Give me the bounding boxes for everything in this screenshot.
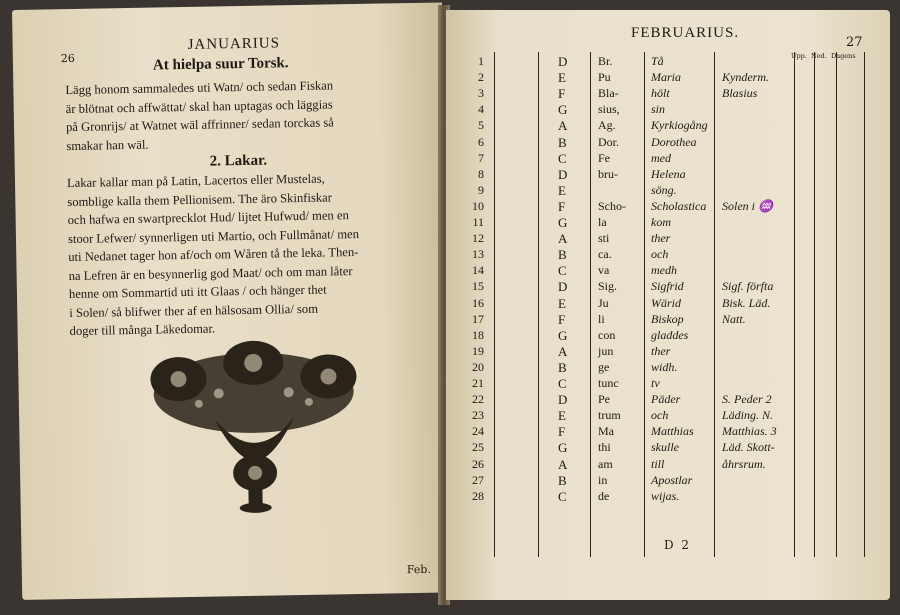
calendar-row — [446, 440, 890, 456]
text-line: och hafwa en swartprecklot Hud/ lijtet Hufwud/ men en — [67, 208, 349, 228]
calendar-row — [446, 312, 890, 328]
right-page — [446, 10, 890, 600]
text-line: Lakar kallar man på Latin, Lacertos eller Mustelas, — [66, 171, 325, 191]
day-note: Kynderm. — [722, 70, 769, 85]
saint-abbreviation: Scho- — [598, 198, 626, 213]
feast-text: Sigfrid — [651, 279, 684, 294]
day-number: 15 — [472, 279, 484, 294]
saint-abbreviation: thi — [598, 440, 611, 455]
day-number: 10 — [472, 198, 484, 213]
dominical-letter: F — [558, 311, 566, 327]
calendar-row — [446, 489, 890, 505]
text-line: smakar han wäl. — [66, 137, 149, 153]
feast-text: sin — [651, 102, 666, 117]
day-number: 16 — [472, 295, 484, 310]
calendar-row — [446, 376, 890, 392]
calendar-table — [446, 54, 890, 504]
day-note: Läd. Skott- — [722, 440, 775, 455]
dominical-letter: A — [558, 456, 568, 472]
column-header-day: Dagens — [831, 52, 856, 60]
day-number: 7 — [478, 150, 484, 165]
feast-text: wijas. — [651, 488, 680, 503]
dominical-letter: G — [558, 215, 568, 230]
dominical-letter: E — [558, 182, 566, 198]
saint-abbreviation: Dor. — [598, 134, 619, 149]
saint-abbreviation: va — [598, 263, 610, 278]
feast-text: söng. — [651, 182, 677, 197]
left-running-head: JANUARIUS — [187, 35, 281, 53]
day-number: 2 — [478, 70, 484, 85]
calendar-row — [446, 215, 890, 231]
dominical-letter: C — [558, 150, 567, 166]
saint-abbreviation: Ma — [598, 424, 614, 439]
day-number: 9 — [478, 182, 484, 197]
day-number: 8 — [478, 166, 484, 181]
calendar-row — [446, 231, 890, 247]
calendar-row — [446, 408, 890, 424]
dominical-letter: B — [558, 472, 567, 488]
dominical-letter: D — [558, 279, 568, 295]
day-number: 21 — [472, 376, 484, 390]
dominical-letter: D — [558, 392, 568, 408]
saint-abbreviation: am — [598, 456, 613, 471]
dominical-letter: E — [558, 70, 566, 86]
right-page-number: 27 — [846, 35, 863, 50]
calendar-row — [446, 167, 890, 183]
saint-abbreviation: Pu — [598, 70, 611, 85]
saint-abbreviation: trum — [598, 408, 621, 423]
calendar-row — [446, 263, 890, 279]
calendar-row — [446, 199, 890, 215]
right-running-head: FEBRUARIUS. — [631, 25, 740, 41]
dominical-letter: C — [558, 488, 567, 504]
feast-text: med — [651, 150, 671, 165]
day-note: S. Peder 2 — [722, 392, 772, 407]
feast-text: tv — [651, 376, 660, 390]
text-line: stoor Lefwer/ synnerligen uti Martio, och Fullmånat/ men — [67, 226, 360, 246]
day-number: 27 — [472, 472, 484, 487]
feast-text: Apostlar — [651, 472, 693, 487]
dominical-letter: E — [558, 408, 566, 424]
day-note: Blasius — [722, 86, 758, 101]
right-signature: D 2 — [664, 538, 692, 552]
day-number: 12 — [472, 231, 484, 246]
calendar-row — [446, 392, 890, 408]
saint-abbreviation: li — [598, 311, 605, 326]
day-number: 14 — [472, 263, 484, 278]
left-page — [12, 2, 452, 599]
saint-abbreviation: Br. — [598, 54, 613, 68]
day-number: 18 — [472, 327, 484, 342]
dominical-letter: C — [558, 376, 567, 391]
saint-abbreviation: ge — [598, 359, 610, 374]
dominical-letter: F — [558, 424, 566, 440]
text-line: Lägg honom sammaledes uti Watn/ och sedan Fiskan — [65, 78, 334, 98]
text-line: i Solen/ så blifwer ther af en hälsosam Ollia/ som — [69, 301, 319, 320]
saint-abbreviation: sti — [598, 231, 610, 246]
feast-text: Matthias — [651, 424, 694, 439]
saint-abbreviation: la — [598, 215, 607, 229]
subsection-body — [67, 169, 361, 341]
day-note: åhrsrum. — [722, 456, 766, 471]
saint-abbreviation: sius, — [598, 102, 620, 117]
dominical-letter: A — [558, 118, 568, 134]
calendar-row — [446, 328, 890, 344]
calendar-row — [446, 54, 890, 70]
dominical-letter: D — [558, 54, 568, 69]
text-line: är blötnat och affwättat/ skal han uptagas och läggias — [65, 96, 333, 116]
saint-abbreviation: bru- — [598, 166, 618, 181]
feast-text: medh — [651, 263, 677, 278]
saint-abbreviation: Ju — [598, 295, 609, 310]
feast-text: till — [651, 456, 665, 471]
section-title: At hielpa suur Torsk. — [152, 55, 289, 74]
feast-text: Kyrkiogång — [651, 118, 708, 133]
day-note: Läding. N. — [722, 408, 774, 423]
feast-text: Biskop — [651, 311, 684, 326]
day-note: Natt. — [722, 311, 746, 326]
woodcut-ornament — [138, 336, 371, 525]
day-number: 25 — [472, 440, 484, 455]
calendar-row — [446, 360, 890, 376]
calendar-row — [446, 102, 890, 118]
day-note: Solen i ♒ — [722, 198, 773, 213]
dominical-letter: A — [558, 231, 568, 247]
dominical-letter: C — [558, 263, 567, 279]
calendar-row — [446, 247, 890, 263]
saint-abbreviation: Fe — [598, 150, 610, 165]
day-number: 22 — [472, 392, 484, 407]
day-number: 1 — [478, 54, 484, 68]
feast-text: kom — [651, 215, 671, 229]
dominical-letter: E — [558, 295, 566, 311]
calendar-row — [446, 457, 890, 473]
calendar-row — [446, 135, 890, 151]
day-number: 28 — [472, 488, 484, 503]
calendar-row — [446, 296, 890, 312]
text-line: henne om Sommartid uti itt Glaas / och hänger thet — [68, 282, 327, 302]
calendar-row — [446, 151, 890, 167]
saint-abbreviation: Sig. — [598, 279, 618, 294]
day-note: Bisk. Läd. — [722, 295, 771, 310]
feast-text: Scholastica — [651, 198, 707, 213]
feast-text: ther — [651, 343, 671, 358]
saint-abbreviation: con — [598, 327, 616, 342]
feast-text: Wärid — [651, 295, 681, 310]
calendar-row — [446, 424, 890, 440]
feast-text: och — [651, 408, 669, 423]
calendar-row — [446, 118, 890, 134]
day-number: 19 — [472, 343, 484, 358]
feast-text: widh. — [651, 359, 678, 374]
dominical-letter: B — [558, 359, 567, 375]
day-number: 24 — [472, 424, 484, 439]
text-line: uti Nedanet tager hon af/och om Wåren tå the leka. Then- — [68, 244, 359, 265]
text-line: na Lefren är en besynnerlig god Maat/ och om man låter — [68, 263, 353, 283]
saint-abbreviation: de — [598, 488, 610, 503]
saint-abbreviation: in — [598, 472, 608, 487]
feast-text: Tå — [651, 54, 664, 68]
day-number: 20 — [472, 359, 484, 374]
text-line: på Gronrijs/ at Watnet wäl affrinner/ sedan torckas så — [65, 115, 334, 135]
dominical-letter: F — [558, 198, 566, 214]
feast-text: Helena — [651, 166, 686, 181]
saint-abbreviation: Ag. — [598, 118, 616, 133]
day-note: Matthias. 3 — [722, 424, 777, 439]
left-footer-signature: Feb. — [406, 562, 432, 577]
day-number: 23 — [472, 408, 484, 423]
dominical-letter: G — [558, 327, 568, 343]
saint-abbreviation: tunc — [598, 376, 619, 390]
day-number: 26 — [472, 456, 484, 471]
calendar-row — [446, 183, 890, 199]
section-body — [65, 76, 334, 155]
saint-abbreviation: ca. — [598, 247, 612, 262]
feast-text: Dorothea — [651, 134, 697, 149]
feast-text: gladdes — [651, 327, 689, 342]
day-number: 17 — [472, 311, 484, 326]
dominical-letter: D — [558, 166, 568, 182]
dominical-letter: B — [558, 247, 567, 263]
day-number: 5 — [478, 118, 484, 133]
text-line: doger till många Läkedomar. — [69, 321, 216, 339]
day-number: 13 — [472, 247, 484, 262]
feast-text: Maria — [651, 70, 681, 85]
feast-text: ther — [651, 231, 671, 246]
saint-abbreviation: Bla- — [598, 86, 619, 101]
feast-text: hölt — [651, 86, 670, 101]
day-number: 11 — [472, 215, 484, 229]
feast-text: och — [651, 247, 669, 262]
saint-abbreviation: Pe — [598, 392, 610, 407]
feast-text: Päder — [651, 392, 681, 407]
calendar-row — [446, 86, 890, 102]
calendar-row — [446, 70, 890, 86]
calendar-row — [446, 279, 890, 295]
dominical-letter: A — [558, 343, 568, 359]
column-header-down: Ned. — [811, 52, 827, 60]
day-number: 6 — [478, 134, 484, 149]
day-number: 4 — [478, 102, 484, 117]
dominical-letter: F — [558, 86, 566, 102]
column-header-up: Upp. — [791, 52, 807, 60]
calendar-row — [446, 344, 890, 360]
dominical-letter: B — [558, 134, 567, 150]
dominical-letter: G — [558, 102, 568, 118]
saint-abbreviation: jun — [598, 343, 614, 358]
day-number: 3 — [478, 86, 484, 101]
left-page-number: 26 — [60, 51, 75, 66]
feast-text: skulle — [651, 440, 679, 455]
day-note: Sigf. förfta — [722, 279, 774, 294]
text-line: somblige kalla them Pellionisem. The äro Skinfiskar — [67, 189, 332, 209]
calendar-row — [446, 473, 890, 489]
dominical-letter: G — [558, 440, 568, 456]
subsection-title: 2. Lakar. — [209, 152, 268, 170]
